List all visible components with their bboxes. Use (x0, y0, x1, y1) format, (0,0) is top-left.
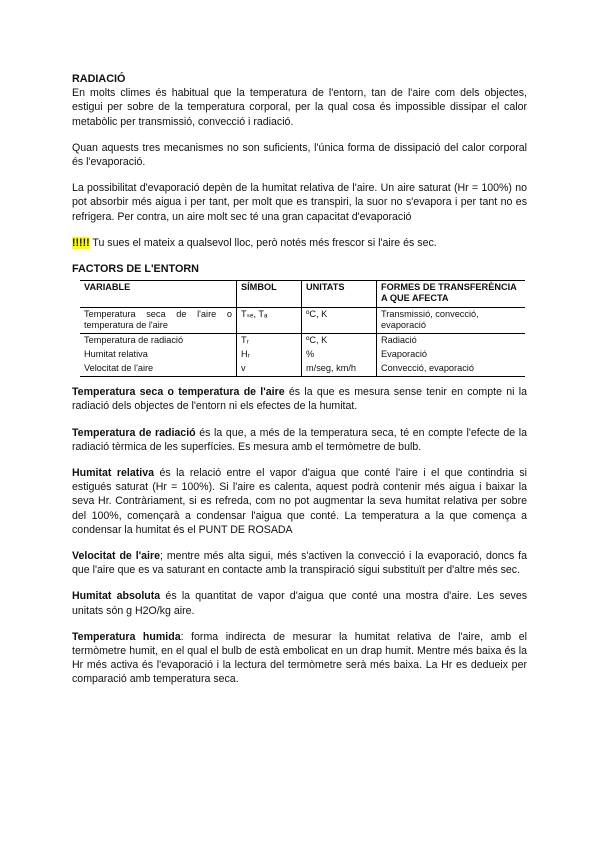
table-row (80, 348, 525, 362)
definition-term: Humitat absoluta (72, 590, 161, 603)
section-title-factors: FACTORS DE L'ENTORN (72, 263, 199, 276)
table-cell-symbol: Tₛₑ, Tₐ (237, 308, 302, 334)
table-cell-symbol: Hᵣ (237, 348, 302, 362)
definition-air-velocity: Velocitat de l'aire; mentre més alta sigui, més s'activen la convecció i la evaporació, doncs fa que l'aire que es va saturant en contacte amb la transpiració sigui substituït per d'altre més sec. (72, 550, 527, 577)
table-cell-units: ºC, K (302, 308, 377, 334)
table-cell-variable: Temperatura de radiació (80, 334, 237, 349)
definition-wet-temperature: Temperatura humida: forma indirecta de mesurar la humitat relativa de l'aire, amb el termòmetre humit, en el qual el bulb de està embolicat en un drap humit. Mentre més baixa és la Hr més activa és l'evaporació i la lectura del termòmetre serà més baixa. La Hr es dedueix per comparació amb temperatura seca. (72, 630, 527, 686)
definition-radiation-temperature (72, 426, 527, 454)
definition-absolute-humidity (72, 589, 527, 617)
factors-table (80, 280, 525, 377)
definition-term: Temperatura de radiació (72, 426, 196, 439)
table-cell-variable: Velocitat de l'aire (80, 362, 237, 377)
table-row (80, 334, 525, 349)
table-row (80, 362, 525, 377)
table-header-forms: FORMES DE TRANSFERÈNCIA A QUE AFECTA (377, 281, 526, 308)
highlight-note (72, 236, 527, 250)
definition-term: Temperatura humida (72, 630, 181, 643)
definition-text: és la que es mesura sense tenir en compte ni la radiació dels objectes de l'entorn ni els efectes de la humitat. (72, 386, 527, 413)
table-cell-forms: Transmissió, convecció, evaporació (377, 308, 526, 334)
table-cell-variable: Temperatura seca de l'aire o temperatura de l'aire (80, 308, 237, 334)
definition-term: Temperatura seca o temperatura de l'aire (72, 386, 285, 399)
table-cell-units: ºC, K (302, 334, 377, 349)
table-cell-units: m/seg, km/h (302, 362, 377, 377)
definition-text: forma indirecta de mesurar la humitat relativa de l'aire, amb el termòmetre humit, en el qual el bulb de està embolicat en un drap humit. Mentre més baixa és la Hr més activa és l'evaporació i la lectura del termòmetre serà més baixa. La Hr es dedueix per comparació amb temperatura seca. (72, 630, 527, 686)
definition-text: és la quantitat de vapor d'aigua que conté una mostra d'aire. Les seves unitats són g H2O/kg aire. (72, 590, 528, 617)
note-marker: !!!!! (72, 236, 90, 249)
table-cell-forms: Radiació (381, 335, 417, 346)
definition-text: és la relació entre el vapor d'aigua que conté l'aire i el que contindria si estigués saturat (Hr = 100%). Si l'aire es calenta, aquest podrà contenir més aigua i baixar la seva Hr. Contràriament, si es refreda, com no pot augmentar la seva humitat relativa per sobre del 100%, començarà a condensar l'aigua que conté. La temperatura a la que comença a condensar la humitat és el PUNT DE ROSADA (72, 467, 527, 536)
table-cell-variable: Humitat relativa (80, 348, 237, 362)
table-cell-forms: Evaporació (381, 349, 427, 360)
paragraph-mechanisms: Quan aquests tres mecanismes no son suficients, l'única forma de dissipació del calor corporal és l'evaporació. (72, 141, 527, 169)
table-cell-forms: Convecció, evaporació (377, 362, 526, 377)
definition-term: Humitat relativa (72, 467, 155, 480)
document-page (72, 72, 527, 699)
table-row (80, 308, 525, 334)
table-cell-symbol: Tᵣ (237, 334, 302, 349)
table-header-units: UNITATS (302, 281, 377, 308)
definition-text: mentre més alta sigui, més s'activen la convecció i la evaporació, doncs fa que l'aire que es va saturant en contacte amb la transpiració sigui substituït per d'altre més sec. (72, 550, 527, 577)
definition-text: és la que, a més de la temperatura seca, té en compte l'efecte de la radiació tèrmica de les superfícies. Es mesura amb el termòmetre de bulb. (72, 426, 527, 453)
definition-dry-temperature (72, 385, 527, 413)
intro-paragraph: En molts climes és habitual que la temperatura de l'entorn, tan de l'aire com dels objectes, estigui per sobre de la temperatura corporal, per la qual cosa és impossible dissipar el calor metabòlic per transmissió, convecció i radiació. (72, 87, 527, 128)
paragraph-evaporation: La possibilitat d'evaporació depèn de la humitat relativa de l'aire. Un aire saturat (Hr = 100%) no pot absorbir més aigua i per tant, per molt que es transpiri, la suor no s'evapora i per tant no es refrigera. Per contra, un aire molt sec té una gran capacitat d'evaporació (72, 182, 527, 223)
definition-relative-humidity (72, 466, 527, 537)
table-header-symbol: SÍMBOL (237, 281, 302, 308)
definition-term: Velocitat de l'aire (72, 550, 161, 563)
table-cell-units: % (302, 348, 377, 362)
table-header-variable: VARIABLE (80, 281, 237, 308)
table-cell-symbol: v (237, 362, 302, 377)
note-text: Tu sues el mateix a qualsevol lloc, però notés més frescor si l'aire és sec. (89, 236, 437, 249)
section-title-radiacio: RADIACIÓ (72, 73, 126, 85)
